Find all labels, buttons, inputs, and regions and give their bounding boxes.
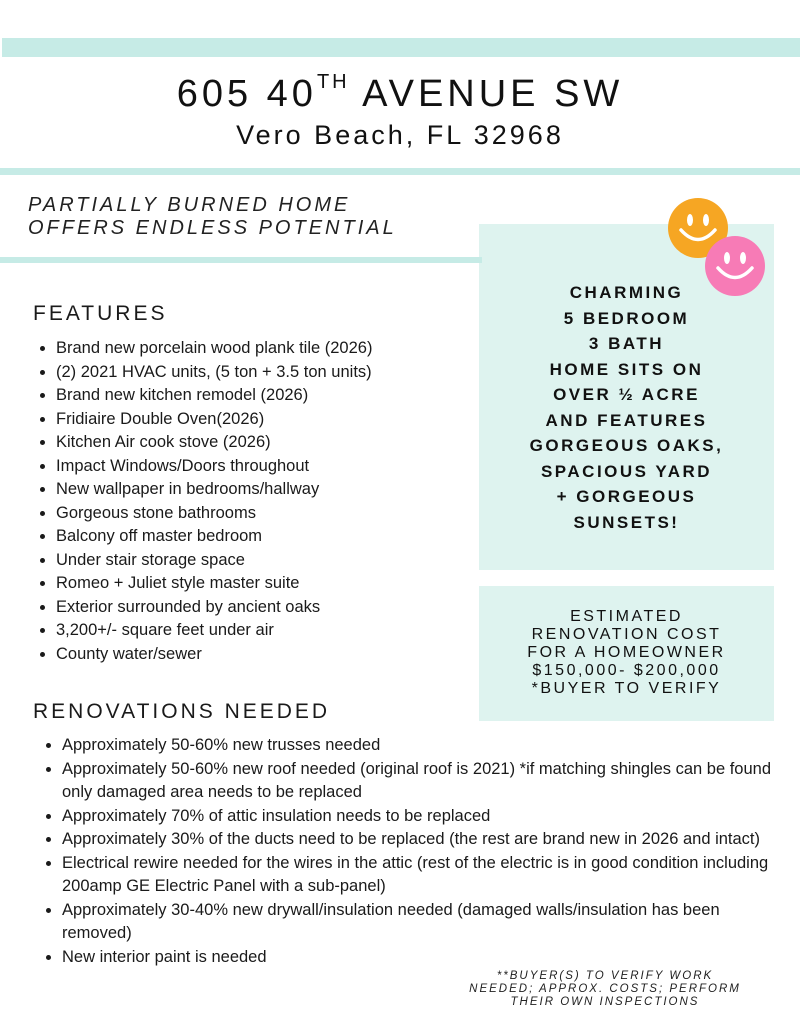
feature-item: • Exterior surrounded by ancient oaks — [56, 596, 496, 620]
feature-item: • (2) 2021 HVAC units, (5 ton + 3.5 ton units) — [56, 361, 496, 385]
estimate-text — [479, 608, 774, 698]
headline-line: PARTIALLY BURNED HOME — [28, 194, 351, 216]
disclaimer-line: NEEDED; APPROX. COSTS; PERFORM — [469, 983, 741, 995]
highlight-line: OVER ½ ACRE — [553, 385, 700, 404]
renovation-item: • Approximately 50-60% new trusses needed — [62, 734, 782, 758]
feature-item: • Balcony off master bedroom — [56, 525, 496, 549]
estimate-line: $150,000- $200,000 — [532, 662, 721, 679]
page-title: 605 40TH AVENUE SW — [176, 71, 624, 115]
features-heading: FEATURES — [33, 302, 168, 325]
feature-item: • New wallpaper in bedrooms/hallway — [56, 478, 496, 502]
renovation-item: • Approximately 50-60% new roof needed (original roof is 2021) *if matching shingles can be found only damaged area needs to be replaced — [62, 758, 782, 805]
feature-item: • 3,200+/- square feet under air — [56, 619, 496, 643]
highlight-line: GORGEOUS OAKS, — [529, 436, 724, 455]
renovations-heading: RENOVATIONS NEEDED — [33, 700, 331, 723]
feature-item: • County water/sewer — [56, 643, 496, 667]
top-band — [2, 38, 800, 57]
feature-item: • Impact Windows/Doors throughout — [56, 455, 496, 479]
feature-item: • Brand new kitchen remodel (2026) — [56, 384, 496, 408]
renovation-item: • Approximately 30% of the ducts need to be replaced (the rest are brand new in 2026 and intact) — [62, 828, 782, 852]
renovation-item: • Approximately 30-40% new drywall/insulation needed (damaged walls/insulation has been removed) — [62, 899, 782, 946]
headline-line: OFFERS ENDLESS POTENTIAL — [28, 217, 397, 239]
headline-underline-band — [0, 257, 482, 263]
feature-item: • Brand new porcelain wood plank tile (2026) — [56, 337, 496, 361]
renovation-item: • New interior paint is needed — [62, 946, 442, 970]
headline — [28, 194, 468, 240]
estimate-line: RENOVATION COST — [531, 626, 722, 643]
estimate-line: ESTIMATED — [570, 608, 683, 625]
highlight-line: + GORGEOUS — [556, 487, 697, 506]
feature-item: • Fridiaire Double Oven(2026) — [56, 408, 496, 432]
feature-item: • Gorgeous stone bathrooms — [56, 502, 496, 526]
highlight-line: SUNSETS! — [573, 512, 680, 532]
highlight-line: SPACIOUS YARD — [540, 461, 713, 481]
renovation-item: • Approximately 70% of attic insulation needs to be replaced — [62, 805, 782, 829]
estimate-line: *BUYER TO VERIFY — [531, 680, 722, 697]
disclaimer-line: THEIR OWN INSPECTIONS — [510, 996, 700, 1008]
renovations-list — [30, 734, 782, 969]
features-list — [24, 337, 496, 666]
highlight-line: HOME SITS ON — [549, 359, 704, 379]
feature-item: • Romeo + Juliet style master suite — [56, 572, 496, 596]
disclaimer — [440, 970, 770, 1009]
feature-item: • Kitchen Air cook stove (2026) — [56, 431, 496, 455]
highlight-line: AND FEATURES — [545, 410, 708, 430]
city-subtitle: Vero Beach, FL 32968 — [236, 120, 564, 150]
renovation-item: • Electrical rewire needed for the wires in the attic (rest of the electric is in good condition including 200amp GE Electric Panel with a sub-panel) — [62, 852, 782, 899]
highlight-line: 3 BATH — [588, 334, 665, 353]
highlight-line: 5 BEDROOM — [563, 308, 690, 328]
highlight-text — [479, 280, 774, 535]
middle-band — [0, 168, 800, 175]
estimate-line: FOR A HOMEOWNER — [527, 644, 726, 661]
highlight-line: CHARMING — [569, 283, 684, 302]
feature-item: • Under stair storage space — [56, 549, 496, 573]
disclaimer-line: **BUYER(S) TO VERIFY WORK — [496, 970, 714, 982]
